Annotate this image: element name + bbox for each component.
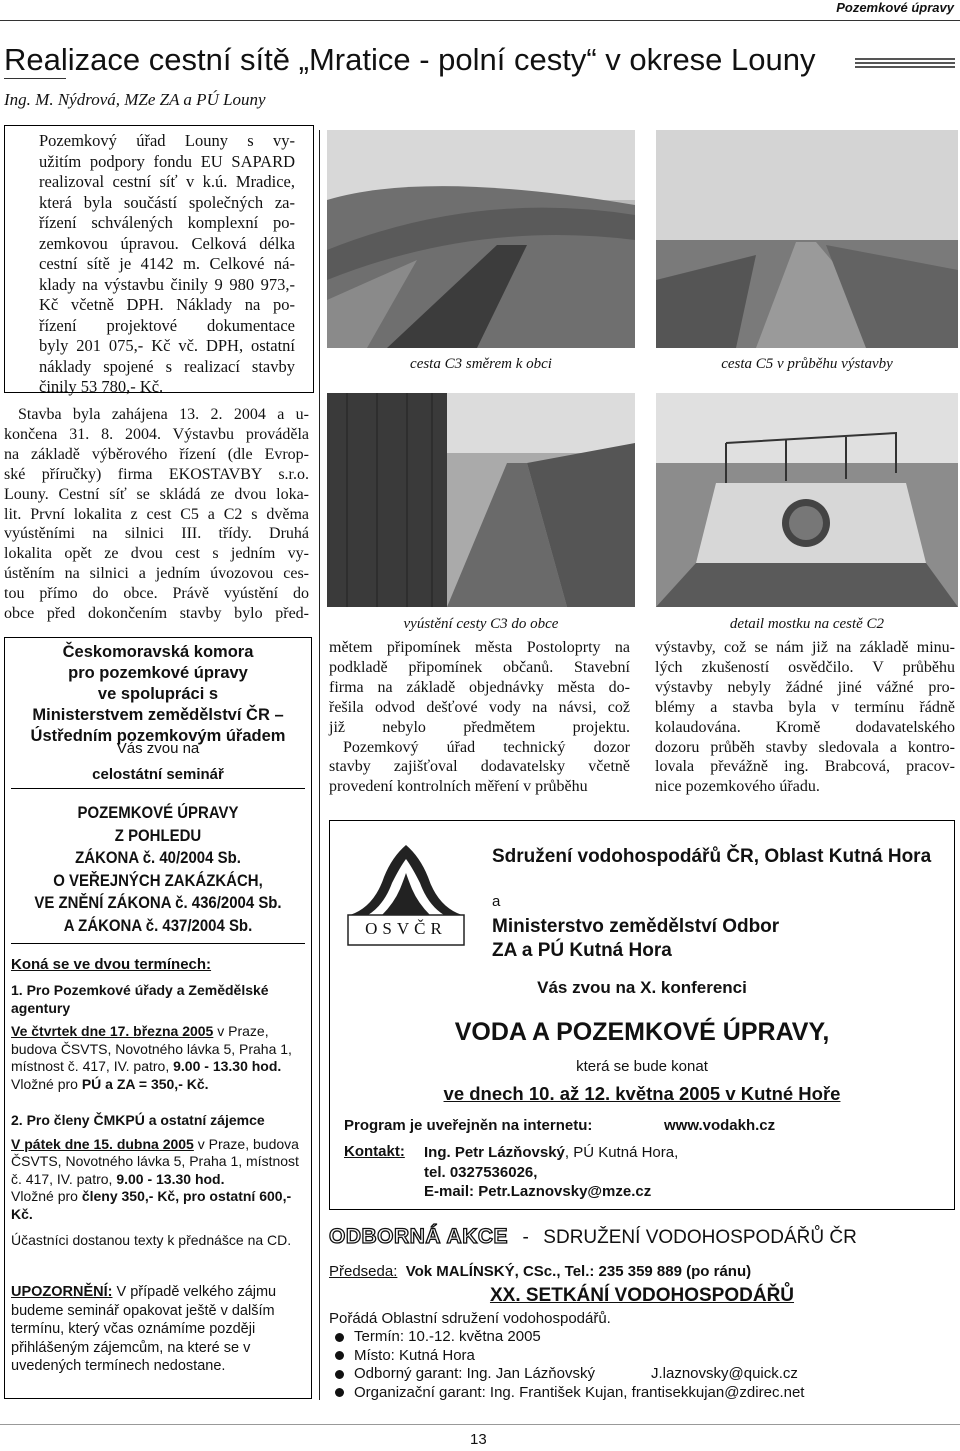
intro-text: [39, 131, 295, 398]
intro-line: Pozemkový úřad Louny s vy-: [39, 131, 295, 150]
body-line: Stavba byla zahájena 13. 2. 2004 a u-: [18, 406, 309, 423]
event-detail-text: Odborný garant: Ing. Jan Lázňovský: [354, 1365, 595, 1382]
body-line: ústěním na silnici a jedním úvozovou ces-: [4, 565, 309, 583]
bullet-icon: [335, 1351, 344, 1360]
column-divider: [319, 130, 320, 1400]
conf-org1: Sdružení vodohospodářů ČR, Oblast Kutná Hora: [492, 846, 932, 867]
term2-fee: členy 350,- Kč, pro ostatní 600,- Kč.: [11, 1188, 292, 1222]
event-org: SDRUŽENÍ VODOHOSPODÁŘŮ ČR: [543, 1227, 857, 1248]
event-detail-item: [335, 1347, 955, 1366]
body-line: končena 31. 8. 2004. Výstavbu prováděla: [4, 425, 309, 443]
body-line: blémy a stavba byla v termínu řádně: [655, 698, 955, 716]
seminar-handout: Účastníci dostanou texty k přednášce na CD.: [11, 1232, 292, 1248]
title-decoration: [855, 58, 955, 70]
event-name: XX. SETKÁNÍ VODOHOSPODÁŘŮ: [489, 1285, 795, 1306]
contact-email-label: E-mail:: [424, 1183, 479, 1200]
body-line: podkladě připomínek občanů. Stavební: [329, 658, 630, 676]
seminar-topic-line: POZEMKOVÉ ÚPRAVY: [77, 803, 239, 822]
term1-fee: PÚ a ZA = 350,- Kč.: [81, 1075, 209, 1092]
intro-line: cestní sítě je 4142 m. Celkové ná-: [39, 254, 295, 273]
seminar-org-line: Ministerstvem zemědělství ČR –: [32, 706, 284, 724]
event-header: [329, 1225, 857, 1249]
conference-invitation: [329, 820, 955, 1210]
chair-name: Vok MALÍNSKÝ, CSc., Tel.: 235 359 889 (po ránu): [405, 1263, 752, 1280]
caption-c5-during: cesta C5 v průběhu výstavby: [721, 356, 893, 372]
contact-email-link[interactable]: Petr.Laznovsky@mze.cz: [478, 1183, 652, 1200]
title-underline: [4, 78, 66, 79]
photo-c5-during: [656, 130, 958, 348]
term2-fee-label: Vložné pro: [11, 1188, 82, 1204]
photo-c3-outlet: [327, 393, 635, 607]
notice-text: V případě velkého zájmu budeme seminář opakovat ještě v dalším termínu, který včas oznámíme později přihlášeným zájemcům, na které se v uvedených termínech nedostane.: [11, 1284, 277, 1374]
photo-bridge-c2: [656, 393, 958, 607]
body-line: vyústěními na silnici III. třídy. Druhá: [4, 525, 309, 543]
seminar-topic-line: O VEŘEJNÝCH ZAKÁZKÁCH,: [53, 870, 263, 890]
section-tag: Pozemkové úpravy: [836, 0, 954, 15]
event-detail-item: [335, 1328, 955, 1347]
seminar-rule: [11, 788, 305, 789]
seminar-invite: Vás zvou na: [116, 740, 200, 757]
article-author: Ing. M. Nýdrová, MZe ZA a PÚ Louny: [4, 90, 266, 109]
conf-dates: ve dnech 10. až 12. května 2005 v Kutné Hoře: [443, 1083, 841, 1104]
body-line: firma na základě objednávky města do-: [329, 678, 630, 696]
event-chair: [329, 1263, 751, 1280]
body-line: na základě výběrového řízení (dle Evrop-: [4, 445, 309, 463]
conf-invite: Vás zvou na X. konferenci: [537, 978, 747, 997]
contact-org: , PÚ Kutná Hora,: [564, 1144, 679, 1161]
term1-time: 9.00 - 13.30 hod.: [173, 1058, 282, 1074]
notice-label: UPOZORNĚNÍ:: [11, 1284, 113, 1300]
seminar-org-line: ve spolupráci s: [97, 685, 219, 703]
event-label: ODBORNÁ AKCE: [329, 1225, 509, 1248]
caption-c3-toward-village: cesta C3 směrem k obci: [410, 356, 552, 372]
event-organizer: Pořádá Oblastní sdružení vodohospodářů.: [329, 1310, 611, 1327]
intro-line: řízení schválených komplexní po-: [39, 213, 295, 232]
term1-title: 1. Pro Pozemkové úřady a Zemědělské agentury: [11, 982, 269, 1016]
conf-contact-label: Kontakt:: [344, 1143, 405, 1160]
body-line: Louny. Cestní síť se skládá ze dvou loka-: [4, 485, 309, 503]
body-line: výstavby nebyly žádné jiné vážné pro-: [655, 678, 955, 696]
body-line: výstavby, což se nám již na základě minu-: [655, 639, 955, 656]
caption-bridge-c2: detail mostku na cestě C2: [729, 616, 885, 632]
conf-name: VODA A POZEMKOVÉ ÚPRAVY,: [454, 1018, 830, 1046]
body-line: již nebylo předmětem projektu.: [329, 718, 630, 736]
caption-c3-outlet: vyústění cesty C3 do obce: [403, 616, 559, 632]
body-line: obce před dokončením stavby bylo před-: [4, 605, 309, 623]
term1-fee-label: Vložné pro: [11, 1075, 82, 1092]
page-number: 13: [470, 1431, 487, 1448]
event-detail-text: Organizační garant: Ing. František Kujan,: [354, 1383, 632, 1401]
intro-box: [4, 125, 314, 396]
osvcr-logo-text: OSVČR: [365, 919, 447, 938]
seminar-topic-line: ZÁKONA č. 40/2004 Sb.: [75, 848, 241, 867]
conf-contact: [424, 1143, 678, 1202]
body-line: lit. První lokalita z cest C5 a C2 s dvěma: [4, 505, 309, 523]
conf-held: která se bude konat: [576, 1058, 708, 1075]
body-line: stavby zajišťoval dodavatelsky včetně: [329, 758, 630, 776]
body-line: kolaudována. Kromě dodavatelského: [655, 718, 955, 736]
event-detail-text: Termín: 10.-12. května 2005: [354, 1328, 541, 1345]
term1-date: Ve čtvrtek dne 17. března 2005: [11, 1023, 214, 1039]
article-body-part1: [4, 405, 309, 624]
contact-tel: tel. 0327536026,: [424, 1163, 538, 1181]
intro-line: realizoval cestní síť v k.ú. Mradice,: [39, 172, 295, 191]
intro-line: užitím podpory fondu EU SAPARD: [39, 151, 295, 171]
event-detail-item: [335, 1384, 955, 1403]
intro-line: klady na výstavbu činily 9 980 973,-: [39, 274, 295, 294]
seminar-rule-2: [11, 943, 305, 944]
conf-org2: Ministerstvo zemědělství Odbor ZA a PÚ Kutná Hora: [492, 916, 780, 961]
event-detail-email-link[interactable]: J.laznovsky@quick.cz: [650, 1365, 798, 1382]
intro-line: činily 53 780,- Kč.: [39, 377, 164, 396]
footer-rule: [0, 1424, 960, 1425]
seminar-topic-line: VE ZNĚNÍ ZÁKONA č. 436/2004 Sb.: [34, 893, 282, 912]
body-line: lokalita opět ze dvou cest s jedním vy-: [4, 545, 309, 563]
body-line: provedení kontrolních měření v průběhu: [329, 778, 588, 796]
intro-line: řízení projektové dokumentace: [39, 315, 295, 335]
article-title: Realizace cestní sítě „Mratice - polní cesty“ v okrese Louny: [4, 42, 816, 77]
event-details: [335, 1328, 955, 1402]
body-line: Pozemkový úřad technický dozor: [343, 738, 630, 756]
seminar-terms-heading: Koná se ve dvou termínech:: [11, 956, 212, 973]
body-line: nice pozemkového úřadu.: [655, 778, 820, 796]
article-body-part3: [655, 638, 955, 797]
seminar-invitation: [4, 637, 312, 1399]
osvcr-logo: [344, 837, 468, 947]
body-line: řešila odvod dešťové vody na návsi, což: [329, 698, 630, 716]
bullet-icon: [335, 1370, 344, 1379]
term2-place: v Praze, budova ČSVTS, Novotného lávka 5, Praha 1, místnost č. 417, IV. patro,: [11, 1135, 299, 1187]
seminar-topic-line: Z POHLEDU: [114, 825, 202, 845]
chair-label: Předseda:: [329, 1263, 398, 1280]
conf-program-label: Program je uveřejněn na internetu:: [344, 1117, 593, 1134]
contact-name: Ing. Petr Lázňovský: [424, 1144, 565, 1161]
term2-date: V pátek dne 15. dubna 2005: [11, 1135, 194, 1152]
seminar-term-2: [11, 1112, 301, 1223]
article-body-part2: [329, 638, 630, 797]
seminar-kind: celostátní seminář: [92, 766, 224, 783]
term2-title: 2. Pro členy ČMKPÚ a ostatní zájemce: [11, 1112, 265, 1128]
seminar-topic: [23, 802, 292, 937]
term1-place: v Praze, budova ČSVTS, Novotného lávka 5, Praha 1, místnost č. 417, IV. patro,: [11, 1023, 292, 1074]
event-dash: -: [522, 1227, 529, 1248]
seminar-topic-line: A ZÁKONA č. 437/2004 Sb.: [63, 915, 253, 935]
seminar-org-line: Ústředním pozemkovým úřadem: [30, 727, 286, 745]
header-rule: [0, 20, 960, 21]
event-detail-item: [335, 1365, 955, 1384]
body-line: ské příručky) firma EKOSTAVBY s.r.o.: [4, 465, 309, 483]
term2-time: 9.00 - 13.30 hod.: [116, 1170, 225, 1187]
photo-c3-toward-village: [327, 130, 635, 348]
body-line: lých zkušeností osvědčilo. V průběhu: [655, 658, 955, 676]
bullet-icon: [335, 1333, 344, 1342]
event-detail-text: Místo: Kutná Hora: [354, 1346, 475, 1364]
intro-line: která byla součástí společných za-: [39, 192, 295, 212]
body-line: mětem připomínek města Postoloprty na: [329, 639, 630, 656]
conf-program-link[interactable]: www.vodakh.cz: [664, 1117, 776, 1134]
intro-line: náklady spojené s realizací stavby: [39, 356, 295, 376]
seminar-notice: [11, 1283, 295, 1376]
seminar-org-line: Českomoravská komora: [62, 643, 254, 661]
intro-line: Kč včetně DPH. Náklady na po-: [39, 295, 295, 314]
body-line: lovala převážně ing. Brabcová, pracov-: [655, 758, 955, 776]
bullet-icon: [335, 1388, 344, 1397]
intro-line: zemkovou úpravou. Celková délka: [39, 233, 295, 253]
conf-and: a: [492, 893, 501, 910]
event-detail-email-link[interactable]: frantisekkujan@zdirec.net: [631, 1383, 805, 1401]
body-line: tou přímo do obce. Právě vyústění do: [4, 585, 309, 603]
intro-line: byly 201 075,- Kč vč. DPH, ostatní: [39, 336, 295, 355]
seminar-org-line: pro pozemkové úpravy: [68, 664, 248, 682]
seminar-term-1: [11, 982, 301, 1093]
body-line: dozoru průběh stavby sledovala a kontro-: [655, 738, 955, 756]
seminar-organizers: [5, 642, 311, 747]
